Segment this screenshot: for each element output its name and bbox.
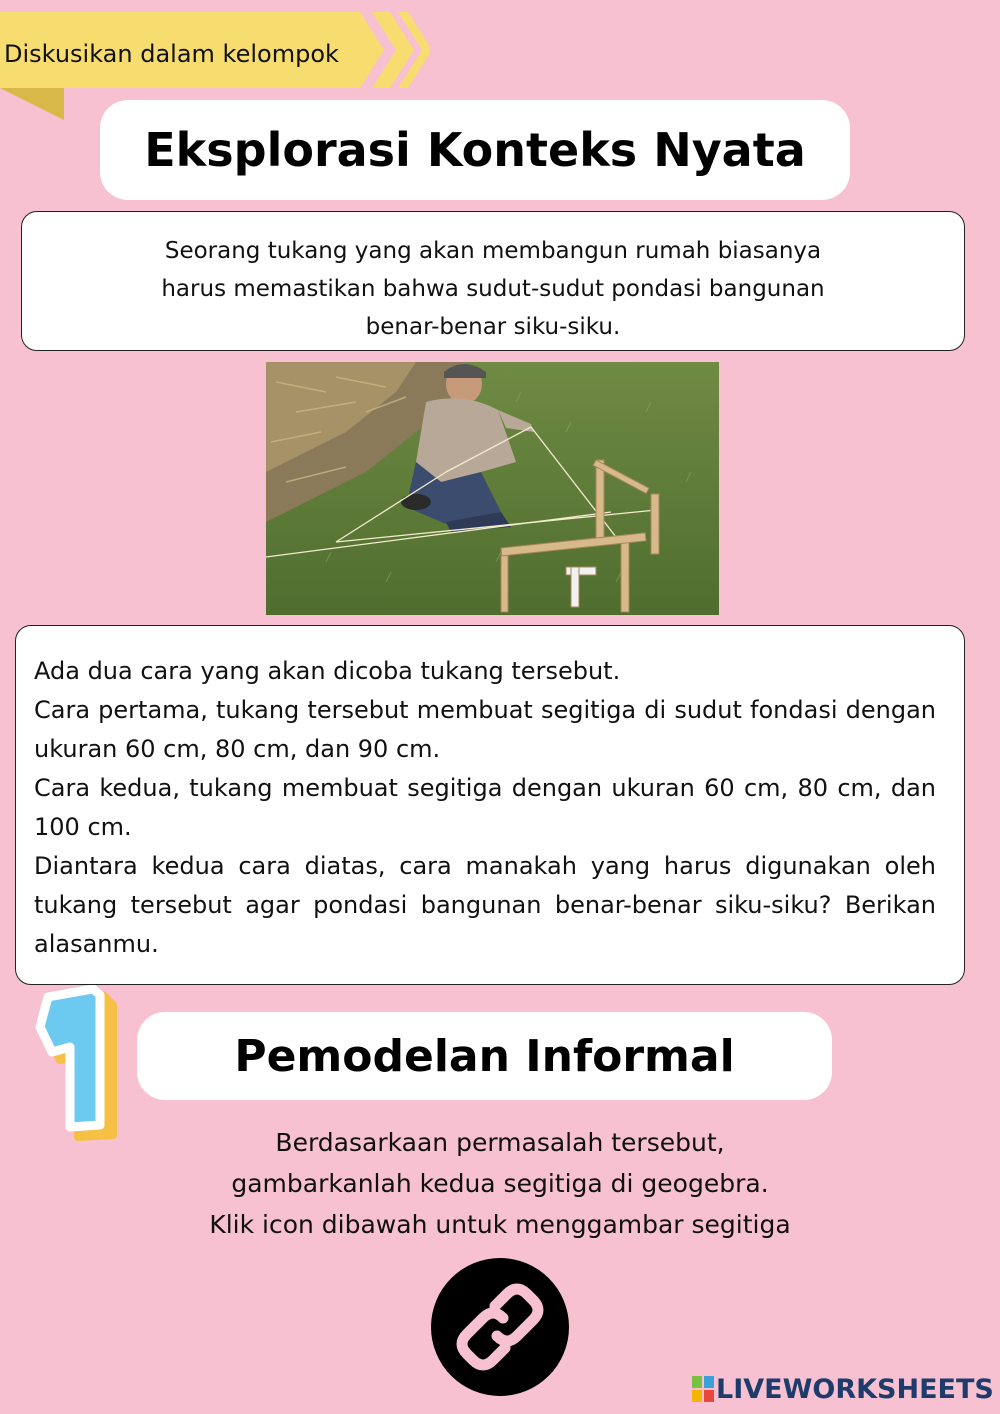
instruction-line: gambarkanlah kedua segitiga di geogebra. xyxy=(231,1169,769,1198)
group-discussion-banner xyxy=(0,12,430,90)
problem-question: Diantara kedua cara diatas, cara manakah yang harus digunakan oleh tukang tersebut agar pondasi bangunan benar-benar siku-siku? Berikan alasanmu. xyxy=(34,852,936,958)
intro-line: harus memastikan bahwa sudut-sudut pondasi bangunan xyxy=(161,276,825,302)
geogebra-link-button[interactable] xyxy=(431,1258,569,1396)
section-title-exploration: Eksplorasi Konteks Nyata xyxy=(100,100,850,200)
problem-paragraph: Cara kedua, tukang membuat segitiga dengan ukuran 60 cm, 80 cm, dan 100 cm. xyxy=(34,774,936,841)
instruction-line: Berdasarkaan permasalah tersebut, xyxy=(275,1128,725,1157)
intro-line: Seorang tukang yang akan membangun rumah biasanya xyxy=(164,238,822,264)
liveworksheets-logo xyxy=(692,1374,994,1404)
intro-card xyxy=(21,211,965,351)
section-number: 1 xyxy=(18,985,19,986)
link-icon xyxy=(455,1282,545,1372)
builder-photo-illustration xyxy=(266,362,719,615)
section-title-informal-modeling: Pemodelan Informal xyxy=(137,1012,832,1100)
problem-paragraph: Cara pertama, tukang tersebut membuat segitiga di sudut fondasi dengan ukuran 60 cm, 80 cm, dan 90 cm. xyxy=(34,696,936,763)
problem-card xyxy=(15,625,965,985)
instructions xyxy=(100,1122,900,1245)
footer-brand: LIVEWORKSHEETS xyxy=(716,1373,994,1405)
builder-photo xyxy=(266,362,719,615)
banner-label: Diskusikan dalam kelompok xyxy=(4,40,339,68)
liveworksheets-mark-icon xyxy=(692,1376,714,1402)
problem-paragraph: Ada dua cara yang akan dicoba tukang tersebut. xyxy=(34,657,621,685)
instruction-line: Klik icon dibawah untuk menggambar segitiga xyxy=(209,1210,791,1239)
intro-line: benar-benar siku-siku. xyxy=(365,314,621,340)
